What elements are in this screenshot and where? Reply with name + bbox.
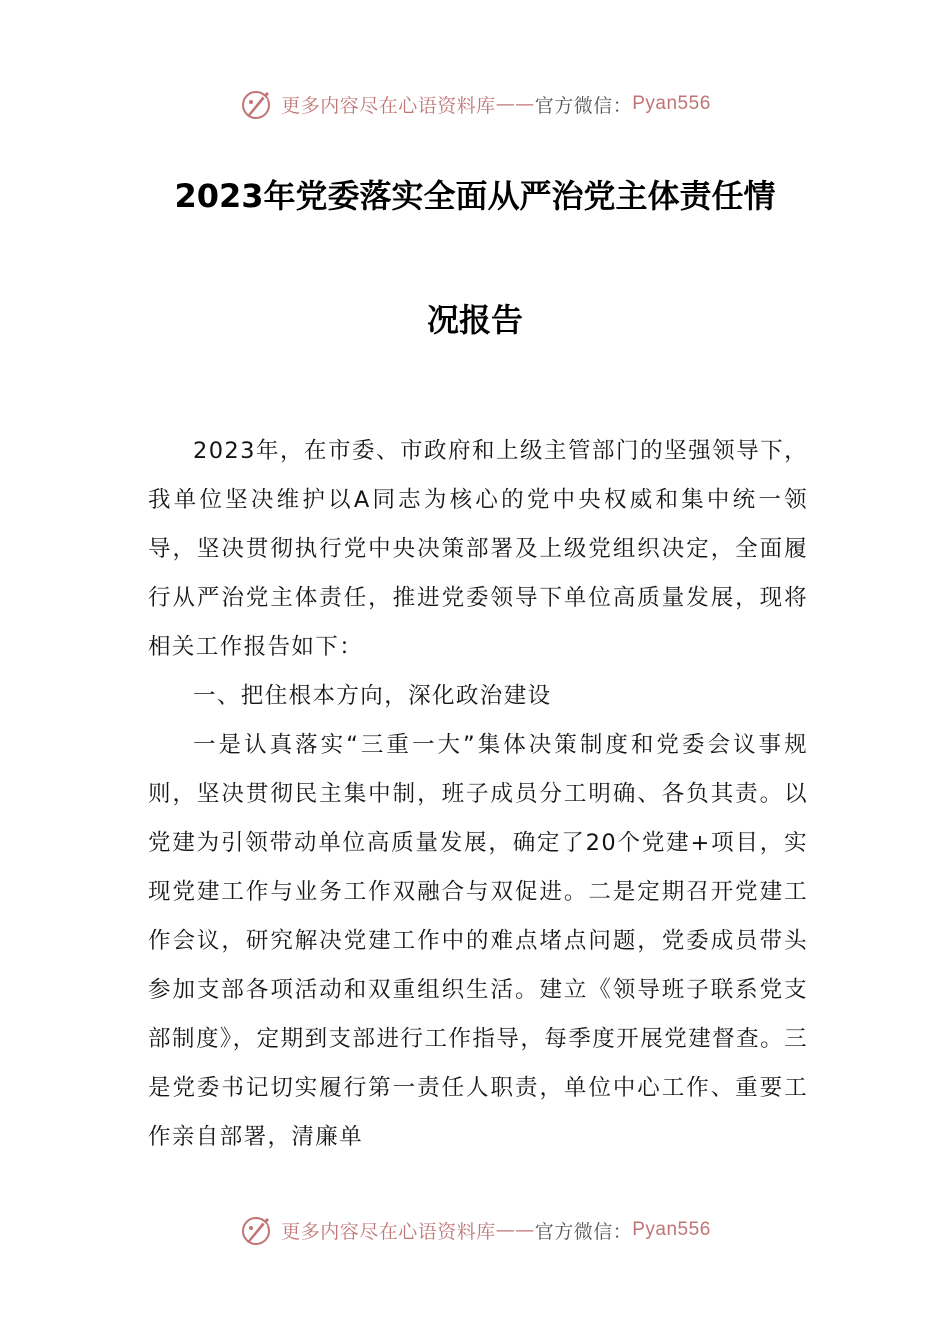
footer-watermark xyxy=(0,1210,950,1250)
watermark-separator: —— xyxy=(495,93,535,115)
watermark-text: 更多内容尽在心语资料库 xyxy=(281,1220,496,1243)
watermark-wechat-label: 官方微信： xyxy=(534,1220,633,1243)
watermark-wechat-label: 官方微信： xyxy=(534,94,633,117)
watermark-text: 更多内容尽在心语资料库 xyxy=(281,94,496,117)
watermark-separator: —— xyxy=(495,1219,535,1241)
paragraph-section-1: 一是认真落实“三重一大”集体决策制度和党委会议事规则，坚决贯彻民主集中制，班子成员分工明确、各负其责。以党建为引领带动单位高质量发展，确定了20个党建+项目，实现党建工作与业务工作双融合与双促进。二是定期召开党建工作会议，研究解决党建工作中的难点堵点问题，党委成员带头参加支部各项活动和双重组织生活。建立《领导班子联系党支部制度》，定期到支部进行工作指导，每季度开展党建督查。三是党委书记切实履行第一责任人职责，单位中心工作、重要工作亲自部署，清廉单 xyxy=(148,732,808,1150)
paragraph-intro: 2023年，在市委、市政府和上级主管部门的坚强领导下，我单位坚决维护以A同志为核心的党中央权威和集中统一领导，坚决贯彻执行党中央决策部署及上级党组织决定，全面履行从严治党主体责任，推进党委领导下单位高质量发展，现将相关工作报告如下： xyxy=(148,438,808,660)
watermark-wechat-id: Pyan556 xyxy=(632,1219,711,1240)
header-watermark xyxy=(0,84,950,124)
watermark-wechat-id: Pyan556 xyxy=(632,93,711,114)
document-title-line-1: 2023年党委落实全面从严治党主体责任情 xyxy=(174,177,776,215)
document-title-line-2: 况报告 xyxy=(426,301,523,339)
section-heading-1: 一、把住根本方向，深化政治建设 xyxy=(193,683,552,709)
pen-logo-icon xyxy=(239,1212,275,1248)
pen-logo-icon xyxy=(239,86,275,122)
document-body xyxy=(148,427,808,1162)
